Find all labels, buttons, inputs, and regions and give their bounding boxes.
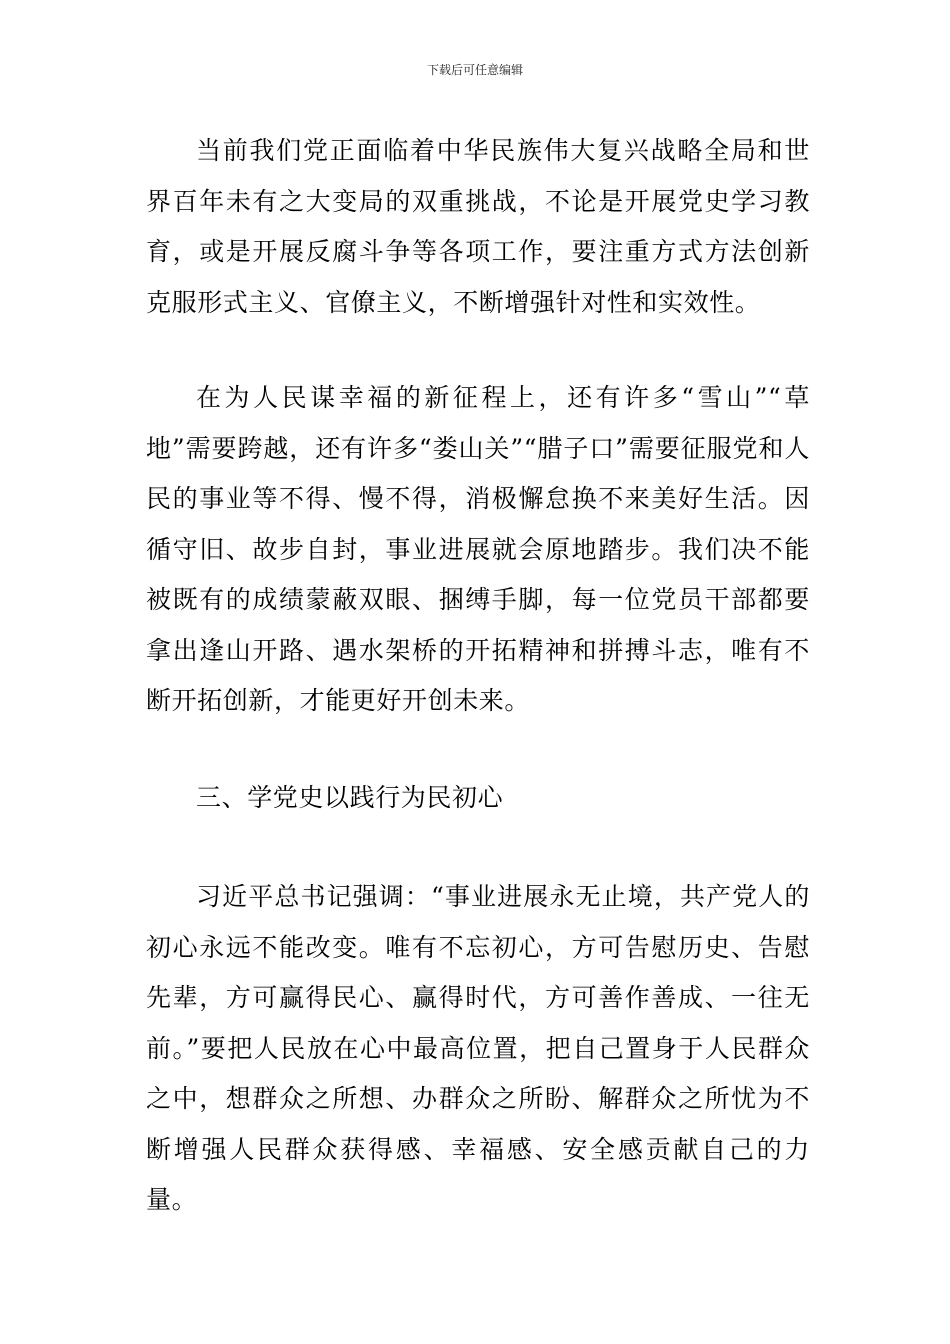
- body-paragraph-2: 在为人民谋幸福的新征程上，还有许多“雪山”“草地”需要跨越，还有许多“娄山关”“腊子口”需要征服党和人民的事业等不得、慢不得，消极懈怠换不来美好生活。因循守旧、故步自封，事业进展就会原地踏步。我们决不能被既有的成绩蒙蔽双眼、捆缚手脚，每一位党员干部都要拿出逢山开路、遇水架桥的开拓精神和拼搏斗志，唯有不断开拓创新，才能更好开创未来。: [146, 383, 810, 715]
- section-heading: 三、学党史以践行为民初心: [196, 783, 504, 812]
- page-header: 下载后可任意编辑: [426, 63, 523, 77]
- body-paragraph-3: 习近平总书记强调：“事业进展永无止境，共产党人的初心永远不能改变。唯有不忘初心，方可告慰历史、告慰先辈，方可赢得民心、赢得时代，方可善作善成、一往无前。”要把人民放在心中最高位置，把自己置身于人民群众之中，想群众之所想、办群众之所盼、解群众之所忧为不断增强人民群众获得感、幸福感、安全感贡献自己的力量。: [146, 882, 810, 1214]
- body-paragraph-1: 当前我们党正面临着中华民族伟大复兴战略全局和世界百年未有之大变局的双重挑战，不论是开展党史学习教育，或是开展反腐斗争等各项工作，要注重方式方法创新克服形式主义、官僚主义，不断增强针对性和实效性。: [146, 136, 810, 317]
